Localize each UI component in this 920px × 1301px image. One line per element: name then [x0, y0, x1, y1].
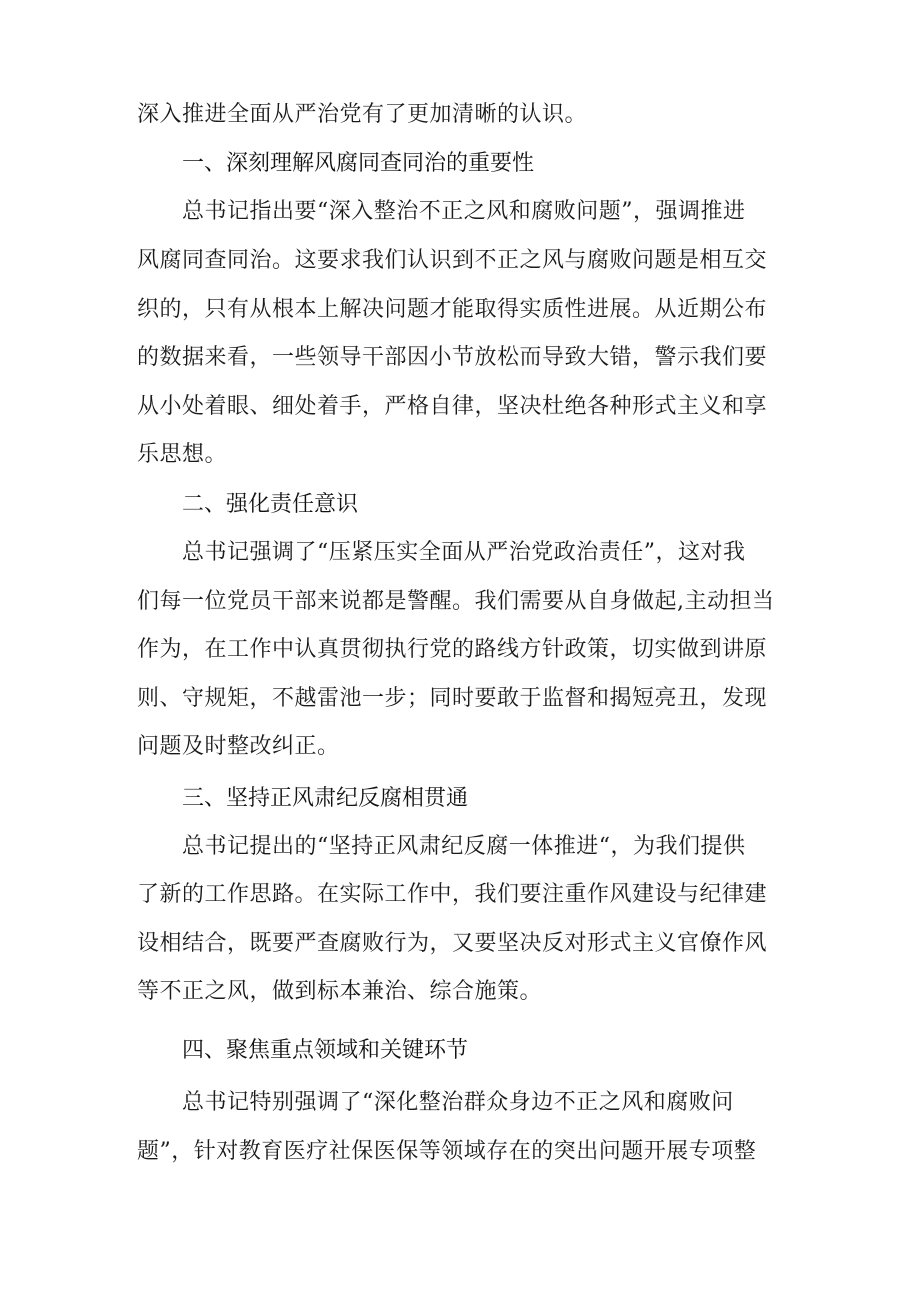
- paragraph-line: 题”，针对教育医疗社保医保等领域存在的突出问题开展专项整: [137, 1139, 757, 1164]
- section-heading-4: 四、聚焦重点领域和关键环节: [182, 1038, 469, 1063]
- paragraph-line: 深入推进全面从严治党有了更加清晰的认识。: [137, 102, 588, 127]
- paragraph-line: 风腐同查同治。这要求我们认识到不正之风与腐败问题是相互交: [137, 248, 768, 273]
- paragraph-line: 了新的工作思路。在实际工作中，我们要注重作风建设与纪律建: [137, 882, 768, 907]
- paragraph-line: 总书记强调了“压紧压实全面从严治党政治责任”，这对我: [182, 540, 746, 565]
- paragraph-line: 乐思想。: [137, 442, 228, 467]
- paragraph-line: 等不正之风，做到标本兼治、综合施策。: [137, 979, 543, 1004]
- section-heading-1: 一、深刻理解风腐同查同治的重要性: [182, 151, 535, 176]
- paragraph-line: 则、守规矩，不越雷池一步；同时要敢于监督和揭短亮丑，发现: [137, 686, 768, 711]
- paragraph-line: 总书记特别强调了“深化整治群众身边不正之风和腐败问: [182, 1090, 734, 1115]
- section-heading-2: 二、强化责任意识: [182, 492, 359, 517]
- paragraph-line: 总书记提出的“坚持正风肃纪反腐一体推进“，为我们提供: [182, 834, 746, 859]
- paragraph-line: 的数据来看，一些领导干部因小节放松而导致大错，警示我们要: [137, 345, 768, 370]
- paragraph-line: 问题及时整改纠正。: [137, 734, 340, 759]
- section-heading-3: 三、坚持正风肃纪反腐相贯通: [182, 786, 469, 811]
- paragraph-line: 作为，在工作中认真贯彻执行党的路线方针政策，切实做到讲原: [137, 637, 768, 662]
- paragraph-line: 织的，只有从根本上解决问题才能取得实质性进展。从近期公布: [137, 297, 768, 322]
- paragraph-line: 从小处着眼、细处着手，严格自律，坚决杜绝各种形式主义和享: [137, 394, 768, 419]
- paragraph-line: 们每一位党员干部来说都是警醒。我们需要从自身做起,主动担当: [137, 589, 775, 614]
- paragraph-line: 设相结合，既要严查腐败行为，又要坚决反对形式主义官僚作风: [137, 931, 768, 956]
- paragraph-line: 总书记指出要“深入整治不正之风和腐败问题”，强调推进: [182, 199, 746, 224]
